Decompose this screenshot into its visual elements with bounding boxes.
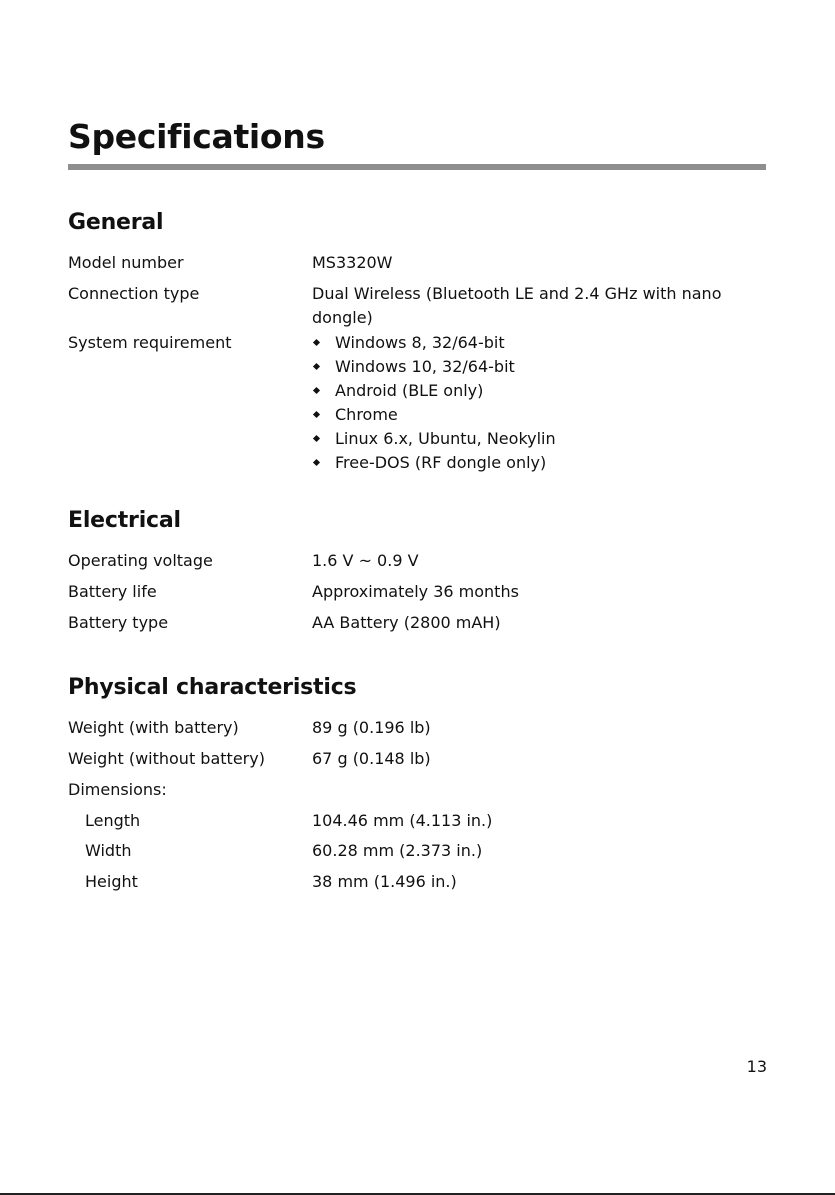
- spec-label: Connection type: [68, 284, 200, 303]
- spec-label: Height: [85, 872, 138, 891]
- list-item-text: Linux 6.x, Ubuntu, Neokylin: [335, 429, 556, 448]
- spec-row-connection-type: [68, 282, 766, 327]
- spec-label: Width: [85, 841, 132, 860]
- spec-row-system-requirement: [68, 331, 766, 472]
- spec-value: 60.28 mm (2.373 in.): [312, 841, 483, 860]
- list-item: [312, 427, 732, 451]
- spec-row-dimensions: [68, 778, 766, 802]
- spec-value: 1.6 V ~ 0.9 V: [312, 551, 419, 570]
- diamond-bullet-icon: [313, 435, 320, 442]
- spec-row-length: [68, 809, 766, 833]
- list-item: [312, 451, 732, 475]
- page-title: Specifications: [68, 117, 325, 156]
- list-item-text: Free-DOS (RF dongle only): [335, 453, 547, 472]
- spec-value: [312, 331, 732, 475]
- spec-row-battery-life: [68, 580, 766, 604]
- spec-label: Battery type: [68, 613, 169, 632]
- list-item-text: Windows 10, 32/64-bit: [335, 357, 515, 376]
- spec-row-model-number: [68, 251, 766, 275]
- spec-value: 104.46 mm (4.113 in.): [312, 811, 493, 830]
- list-item: [312, 331, 732, 355]
- spec-row-height: [68, 870, 766, 894]
- spec-label: Length: [85, 811, 141, 830]
- diamond-bullet-icon: [313, 363, 320, 370]
- section-heading-physical: Physical characteristics: [68, 675, 357, 700]
- diamond-bullet-icon: [313, 411, 320, 418]
- list-item: [312, 403, 732, 427]
- system-requirement-list: [312, 331, 732, 475]
- spec-row-weight-without-battery: [68, 747, 766, 771]
- list-item-text: Android (BLE only): [335, 381, 484, 400]
- section-heading-electrical: Electrical: [68, 508, 181, 533]
- spec-value: 38 mm (1.496 in.): [312, 872, 457, 891]
- list-item: [312, 379, 732, 403]
- diamond-bullet-icon: [313, 459, 320, 466]
- spec-value: 89 g (0.196 lb): [312, 718, 431, 737]
- section-heading-general: General: [68, 210, 164, 235]
- title-rule: [68, 164, 766, 170]
- spec-label: Weight (without battery): [68, 749, 265, 768]
- spec-label: Weight (with battery): [68, 718, 239, 737]
- spec-label: Model number: [68, 253, 184, 272]
- spec-value: AA Battery (2800 mAH): [312, 613, 501, 632]
- page-number: 13: [746, 1057, 767, 1076]
- spec-label: Battery life: [68, 582, 157, 601]
- spec-row-width: [68, 839, 766, 863]
- spec-label: System requirement: [68, 333, 232, 352]
- list-item-text: Chrome: [335, 405, 398, 424]
- spec-value: 67 g (0.148 lb): [312, 749, 431, 768]
- spec-value: Approximately 36 months: [312, 582, 519, 601]
- diamond-bullet-icon: [313, 387, 320, 394]
- spec-label: Dimensions:: [68, 780, 167, 799]
- spec-row-weight-with-battery: [68, 716, 766, 740]
- diamond-bullet-icon: [313, 339, 320, 346]
- spec-row-operating-voltage: [68, 549, 766, 573]
- spec-value: MS3320W: [312, 253, 393, 272]
- spec-row-battery-type: [68, 611, 766, 635]
- list-item-text: Windows 8, 32/64-bit: [335, 333, 505, 352]
- spec-label: Operating voltage: [68, 551, 213, 570]
- list-item: [312, 355, 732, 379]
- spec-value: Dual Wireless (Bluetooth LE and 2.4 GHz with nano dongle): [312, 284, 722, 327]
